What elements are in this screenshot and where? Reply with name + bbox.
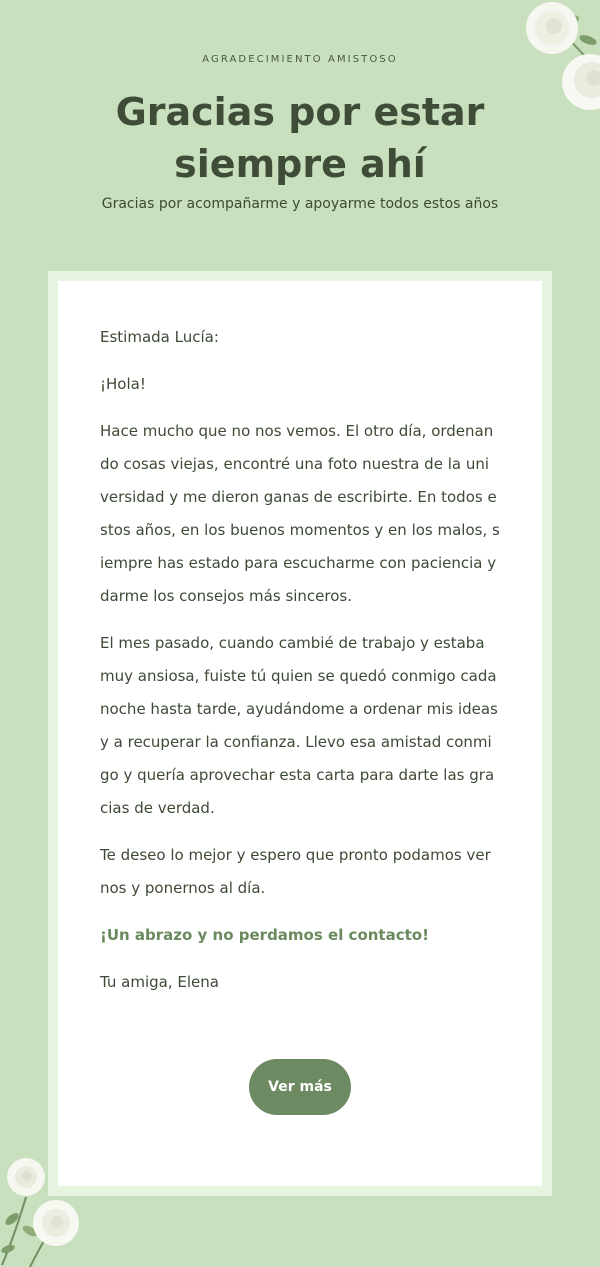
page-title: Gracias por estar siempre ahí: [115, 90, 485, 186]
letter-greeting: ¡Hola!: [100, 375, 146, 393]
letter-salutation: Estimada Lucía:: [100, 328, 219, 346]
letter-frame: [48, 271, 552, 1196]
letter-paragraph: Te deseo lo mejor y espero que pronto podamos ver nos y ponernos al día.: [100, 846, 491, 897]
letter-card: [58, 281, 542, 1186]
letter-paragraph: El mes pasado, cuando cambié de trabajo y estaba muy ansiosa, fuiste tú quien se quedó conmigo cada noche hasta tarde, ayudándome a ordenar mis ideas y a recuperar la confianza. Llevo esa amistad conmi go y quería aprovechar esta carta para darte las gra cias de verdad.: [100, 634, 498, 817]
eyebrow-label: AGRADECIMIENTO AMISTOSO: [202, 54, 398, 65]
letter-paragraph: Hace mucho que no nos vemos. El otro día, ordenan do cosas viejas, encontré una foto nuestra de la uni versidad y me dieron ganas de escribirte. En todos e stos años, en los buenos momentos y en los malos, s iempre has estado para escucharme con paciencia y darme los consejos más sinceros.: [100, 422, 500, 605]
page-subtitle: Gracias por acompañarme y apoyarme todos estos años: [101, 196, 499, 212]
letter-body: [100, 321, 500, 999]
see-more-button[interactable]: Ver más: [249, 1059, 351, 1115]
white-roses-decoration-bottom: [0, 1157, 95, 1267]
letter-signature: Tu amiga, Elena: [100, 973, 219, 991]
letter-closing: ¡Un abrazo y no perdamos el contacto!: [100, 926, 429, 944]
